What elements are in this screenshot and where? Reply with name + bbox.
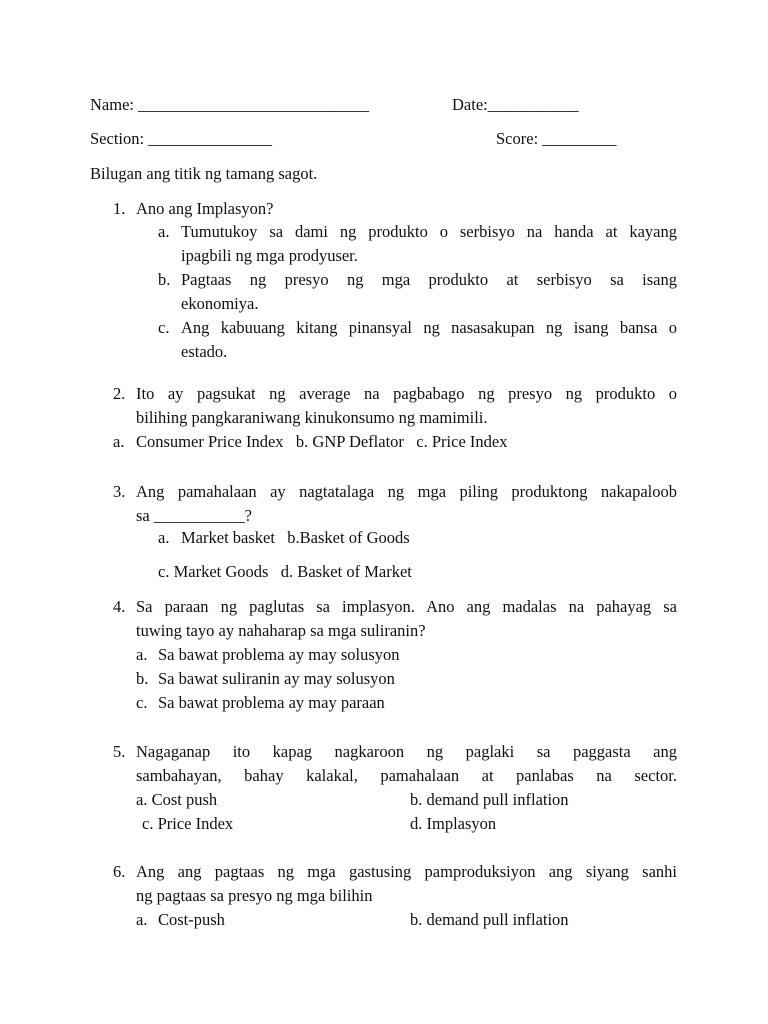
question-number: 2.: [113, 384, 126, 403]
option-letter: a.: [113, 432, 125, 451]
option-text-continued: ipagbili ng mga prodyuser.: [181, 246, 358, 265]
option-text: b. demand pull inflation: [410, 910, 569, 929]
question-text: Nagaganap ito kapag nagkaroon ng paglaki sa paggasta ang: [136, 742, 677, 761]
option-row: c. Market Goods d. Basket of Market: [158, 562, 412, 581]
option-text: Sa bawat problema ay may paraan: [158, 693, 385, 712]
name-field: Name: ____________________________: [90, 95, 370, 114]
option-text: d. Implasyon: [410, 814, 497, 833]
instructions: Bilugan ang titik ng tamang sagot.: [90, 164, 318, 183]
option-text: b. demand pull inflation: [410, 790, 569, 809]
question-text: Sa paraan ng paglutas sa implasyon. Ano ang madalas na pahayag sa: [136, 597, 677, 616]
option-letter: a.: [158, 222, 170, 241]
option-text: Cost-push: [158, 910, 225, 929]
option-letter: a.: [136, 910, 148, 929]
question-number: 4.: [113, 597, 126, 616]
option-letter: b.: [136, 669, 149, 688]
question-text-continued: tuwing tayo ay nahaharap sa mga suliranin?: [136, 621, 426, 640]
question-text-continued: bilihing pangkaraniwang kinukonsumo ng mamimili.: [136, 408, 488, 427]
option-row: Consumer Price Index b. GNP Deflator c. Price Index: [136, 432, 508, 451]
question-text: Ang ang pagtaas ng mga gastusing pamproduksiyon ang siyang sanhi: [136, 862, 677, 881]
section-field: Section: _______________: [90, 129, 272, 148]
date-field: Date:___________: [452, 95, 579, 114]
option-text-continued: ekonomiya.: [181, 294, 259, 313]
question-number: 5.: [113, 742, 126, 761]
option-letter: c.: [136, 693, 148, 712]
question-text: Ito ay pagsukat ng average na pagbabago ng presyo ng produkto o: [136, 384, 677, 403]
option-letter: c.: [158, 318, 170, 337]
question-text: Ang pamahalaan ay nagtatalaga ng mga piling produktong nakapaloob: [136, 482, 677, 501]
option-text: Sa bawat problema ay may solusyon: [158, 645, 400, 664]
option-text: Sa bawat suliranin ay may solusyon: [158, 669, 395, 688]
question-number: 3.: [113, 482, 126, 501]
option-row: Market basket b.Basket of Goods: [181, 528, 410, 547]
option-letter: b.: [158, 270, 171, 289]
score-field: Score: _________: [496, 129, 617, 148]
option-text: Pagtaas ng presyo ng mga produkto at serbisyo sa isang: [181, 270, 677, 289]
option-text: Ang kabuuang kitang pinansyal ng nasasakupan ng isang bansa o: [181, 318, 677, 337]
question-text-continued: sambahayan, bahay kalakal, pamahalaan at panlabas na sector.: [136, 766, 677, 785]
option-text: a. Cost push: [136, 790, 218, 809]
question-number: 6.: [113, 862, 126, 881]
question-text: Ano ang Implasyon?: [136, 199, 274, 218]
question-text-continued: sa ___________?: [136, 506, 252, 525]
option-letter: a.: [136, 645, 148, 664]
option-text: c. Price Index: [142, 814, 234, 833]
question-text-continued: ng pagtaas sa presyo ng mga bilihin: [136, 886, 373, 905]
question-number: 1.: [113, 199, 126, 218]
option-text: Tumutukoy sa dami ng produkto o serbisyo na handa at kayang: [181, 222, 677, 241]
option-letter: a.: [158, 528, 170, 547]
option-text-continued: estado.: [181, 342, 228, 361]
